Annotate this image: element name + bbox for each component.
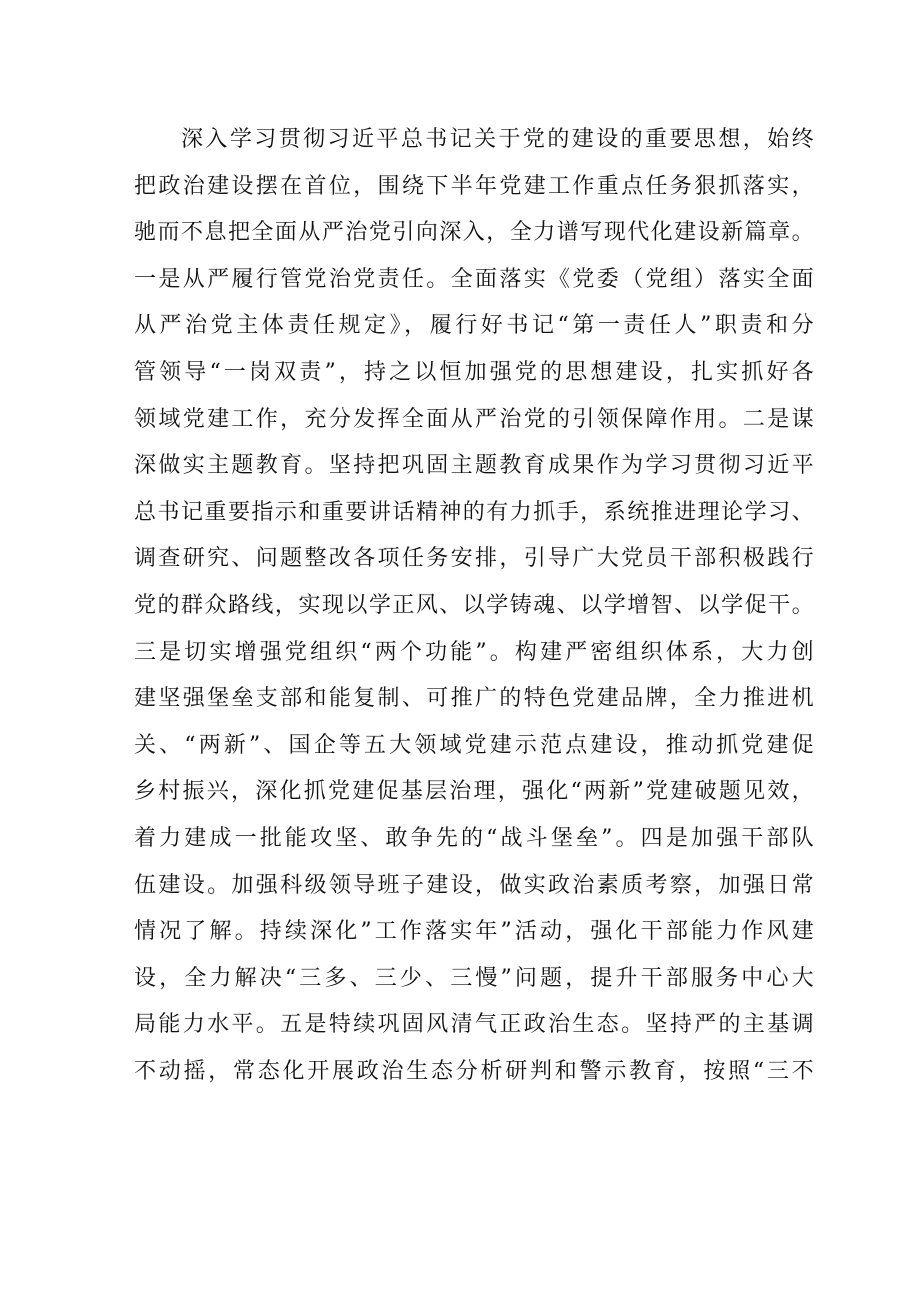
text-line: 总书记重要指示和重要讲话精神的有力抓手，系统推进理论学习、: [134, 499, 814, 525]
text-line: 设，全力解决“三多、三少、三慢”问题，提升干部服务中心大: [134, 965, 814, 991]
text-line: 驰而不息把全面从严治党引向深入，全力谱写现代化建设新篇章。: [134, 220, 814, 246]
text-line: 不动摇，常态化开展政治生态分析研判和警示教育，按照“三不: [134, 1058, 814, 1084]
text-line: 局能力水平。五是特续巩固风清气正政治生态。坚持严的主基调: [134, 1012, 814, 1038]
text-line: 党的群众路线，实现以学正风、以学铸魂、以学增智、以学促干。: [134, 592, 814, 618]
text-line: 从严治党主体责任规定》，履行好书记“第一责任人”职责和分: [134, 313, 814, 339]
text-line: 把政治建设摆在首位，围绕下半年党建工作重点任务狠抓落实，: [134, 173, 814, 199]
text-line: 深做实主题教育。坚持把巩固主题教育成果作为学习贯彻习近平: [134, 453, 814, 479]
text-line: 深入学习贯彻习近平总书记关于党的建设的重要思想，始终: [181, 127, 814, 152]
text-line: 管领导“一岗双责”，持之以恒加强党的思想建设，扎实抓好各: [134, 359, 814, 385]
text-line: 伍建设。加强科级领导班子建设，做实政治素质考察，加强日常: [134, 872, 814, 898]
text-line: 领域党建工作，充分发挥全面从严治党的引领保障作用。二是谋: [134, 406, 814, 432]
text-line: 情况了解。持续深化”工作落实年”活动，强化干部能力作风建: [134, 919, 814, 945]
text-line: 乡村振兴，深化抓党建促基层治理，强化“两新”党建破题见效，: [134, 779, 814, 805]
text-line: 着力建成一批能攻坚、敢争先的“战斗堡垒”。四是加强干部队: [134, 825, 814, 851]
text-line: 关、“两新”、国企等五大领域党建示范点建设，推动抓党建促: [134, 732, 814, 758]
body-paragraph: [134, 117, 814, 1095]
text-line: 一是从严履行管党治党责任。全面落实《党委（党组）落实全面: [134, 266, 814, 292]
text-line: 调查研究、问题整改各项任务安排，引导广大党员干部积极践行: [134, 546, 814, 572]
text-line: 建坚强堡垒支部和能复制、可推广的特色党建品牌，全力推进机: [134, 686, 814, 712]
text-line: 三是切实增强党组织“两个功能”。构建严密组织体系，大力创: [134, 639, 814, 665]
